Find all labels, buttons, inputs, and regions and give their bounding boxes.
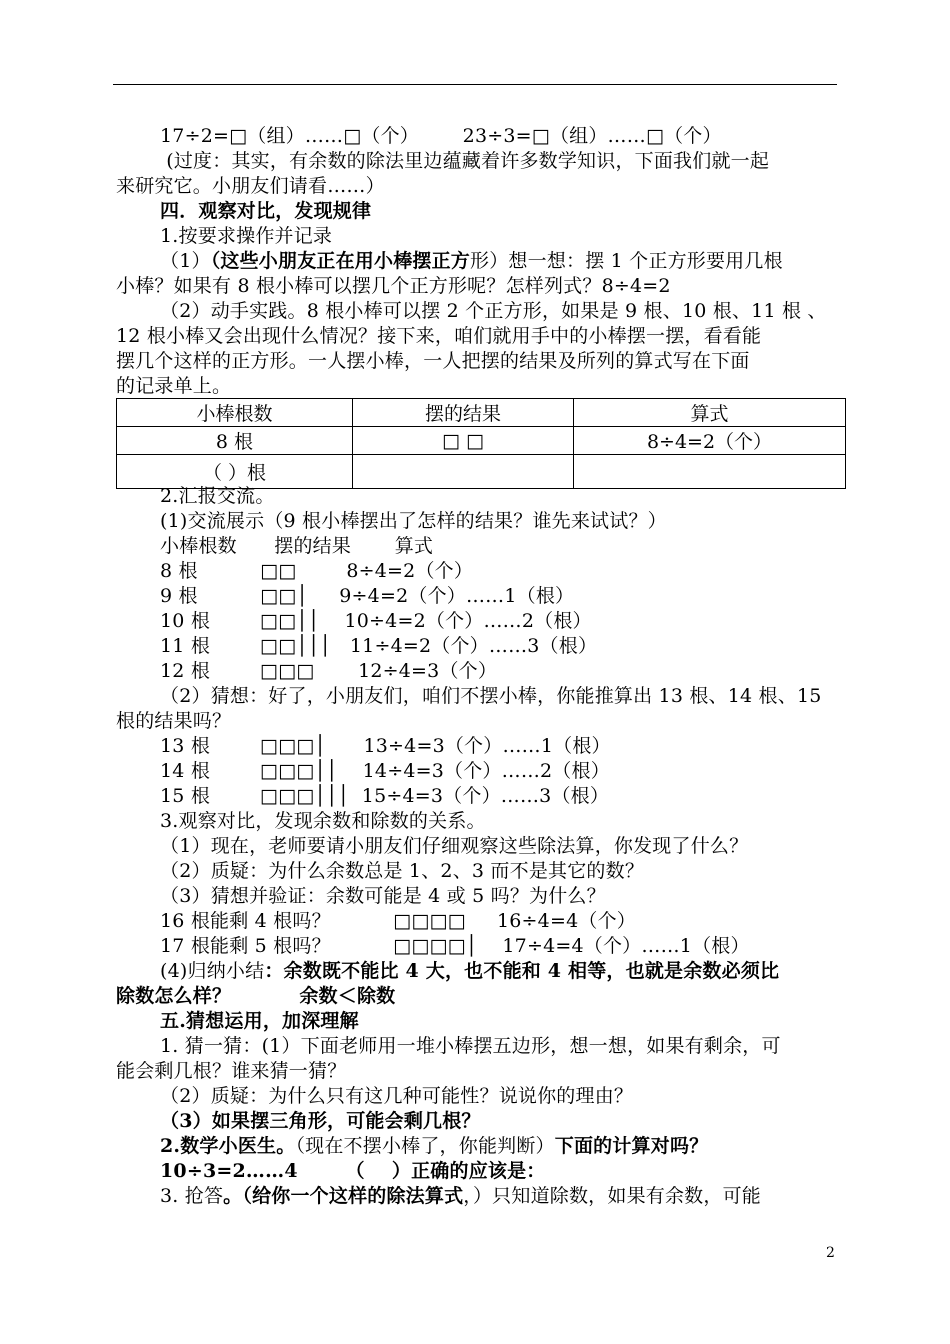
cell-result: □ □ — [353, 427, 574, 455]
header-stick-count: 小棒根数 — [117, 399, 353, 427]
text-line: 16 根能剩 4 根吗？ □□□□ 16÷4=4（个） — [160, 910, 636, 932]
table-row — [117, 455, 846, 489]
text-line: （2）猜想：好了，小朋友们，咱们不摆小棒，你能推算出 13 根、14 根、15 — [160, 685, 822, 707]
text-line: 15 根 □□□│││ 15÷4=3（个）……3（根） — [160, 785, 610, 807]
text-line: 12 根 □□□ 12÷4=3（个） — [160, 660, 498, 682]
text-line: 1.按要求操作并记录 — [160, 225, 333, 247]
text-line: 小棒？如果有 8 根小棒可以摆几个正方形呢？怎样列式？8÷4=2 — [116, 275, 671, 297]
text-line: (4)归纳小结：余数既不能比 4 大，也不能和 4 相等，也就是余数必须比 — [160, 960, 780, 982]
text-line: 1. 猜一猜：(1）下面老师用一堆小棒摆五边形，想一想，如果有剩余，可 — [160, 1035, 781, 1057]
text-line: 9 根 □□│ 9÷4=2（个）……1（根） — [160, 585, 575, 607]
text-line: (过度：其实，有余数的除法里边蕴藏着许多数学知识，下面我们就一起 — [160, 150, 770, 172]
text-line: （3）如果摆三角形，可能会剩几根？ — [160, 1110, 481, 1132]
header-result: 摆的结果 — [353, 399, 574, 427]
text-line: 10 根 □□││ 10÷4=2（个）……2（根） — [160, 610, 592, 632]
text-line: 摆几个这样的正方形。一人摆小棒，一人把摆的结果及所列的算式写在下面 — [116, 350, 750, 372]
page-number: 2 — [826, 1245, 835, 1261]
text-line: （1）现在，老师要请小朋友们仔细观察这些除法算，你发现了什么？ — [160, 835, 749, 857]
cell-stick-count: 8 根 — [117, 427, 353, 455]
cell-formula: 8÷4=2（个） — [574, 427, 846, 455]
record-table-header — [117, 399, 846, 427]
text-line: 3. 抢答。（给你一个这样的除法算式，）只知道除数，如果有余数，可能 — [160, 1185, 761, 1207]
text-line: （1）（这些小朋友正在用小棒摆正方形）想一想：摆 1 个正方形要用几根 — [160, 250, 783, 272]
text-line: （2）质疑：为什么只有这几种可能性？说说你的理由？ — [160, 1085, 634, 1107]
text-line: 8 根 □□ 8÷4=2（个） — [160, 560, 474, 582]
text-line: 10÷3=2……4 （ ）正确的应该是： — [160, 1160, 546, 1182]
text-line: 17 根能剩 5 根吗？ □□□□│ 17÷4=4（个）……1（根） — [160, 935, 750, 957]
text-line: 根的结果吗？ — [116, 710, 232, 732]
text-line: （2）质疑：为什么余数总是 1、2、3 而不是其它的数？ — [160, 860, 645, 882]
text-line: 来研究它。小朋友们请看……） — [116, 175, 385, 197]
cell-stick-count: （ ）根 — [117, 455, 353, 489]
text-line: 12 根小棒又会出现什么情况？接下来，咱们就用手中的小棒摆一摆，看看能 — [116, 325, 762, 347]
text-line: 14 根 □□□││ 14÷4=3（个）……2（根） — [160, 760, 610, 782]
text-line: 四．观察对比，发现规律 — [160, 200, 372, 222]
text-line: 2.汇报交流。 — [160, 485, 275, 507]
text-line: （3）猜想并验证：余数可能是 4 或 5 吗？为什么？ — [160, 885, 606, 907]
text-line: 17÷2=□（组）……□（个） 23÷3=□（组）……□（个） — [160, 125, 722, 147]
cell-result — [353, 455, 574, 489]
header-rule — [113, 84, 837, 85]
text-line: 除数怎么样？ 余数＜除数 — [116, 985, 396, 1007]
header-formula: 算式 — [574, 399, 846, 427]
text-line: 小棒根数 摆的结果 算式 — [160, 535, 434, 557]
text-line: 13 根 □□□│ 13÷4=3（个）……1（根） — [160, 735, 611, 757]
text-line: （2）动手实践。8 根小棒可以摆 2 个正方形，如果是 9 根、10 根、11 根 、 — [160, 300, 827, 322]
text-line: 2.数学小医生。（现在不摆小棒了，你能判断）下面的计算对吗？ — [160, 1135, 709, 1157]
table-row — [117, 427, 846, 455]
text-line: 五.猜想运用，加深理解 — [160, 1010, 359, 1032]
text-line: 能会剩几根？谁来猜一猜？ — [116, 1060, 347, 1082]
text-line: 的记录单上。 — [116, 375, 232, 397]
text-line: 3.观察对比，发现余数和除数的关系。 — [160, 810, 486, 832]
text-line: 11 根 □□│││ 11÷4=2（个）……3（根） — [160, 635, 598, 657]
text-line: (1)交流展示（9 根小棒摆出了怎样的结果？谁先来试试？） — [160, 510, 667, 532]
cell-formula — [574, 455, 846, 489]
record-table — [116, 398, 846, 489]
